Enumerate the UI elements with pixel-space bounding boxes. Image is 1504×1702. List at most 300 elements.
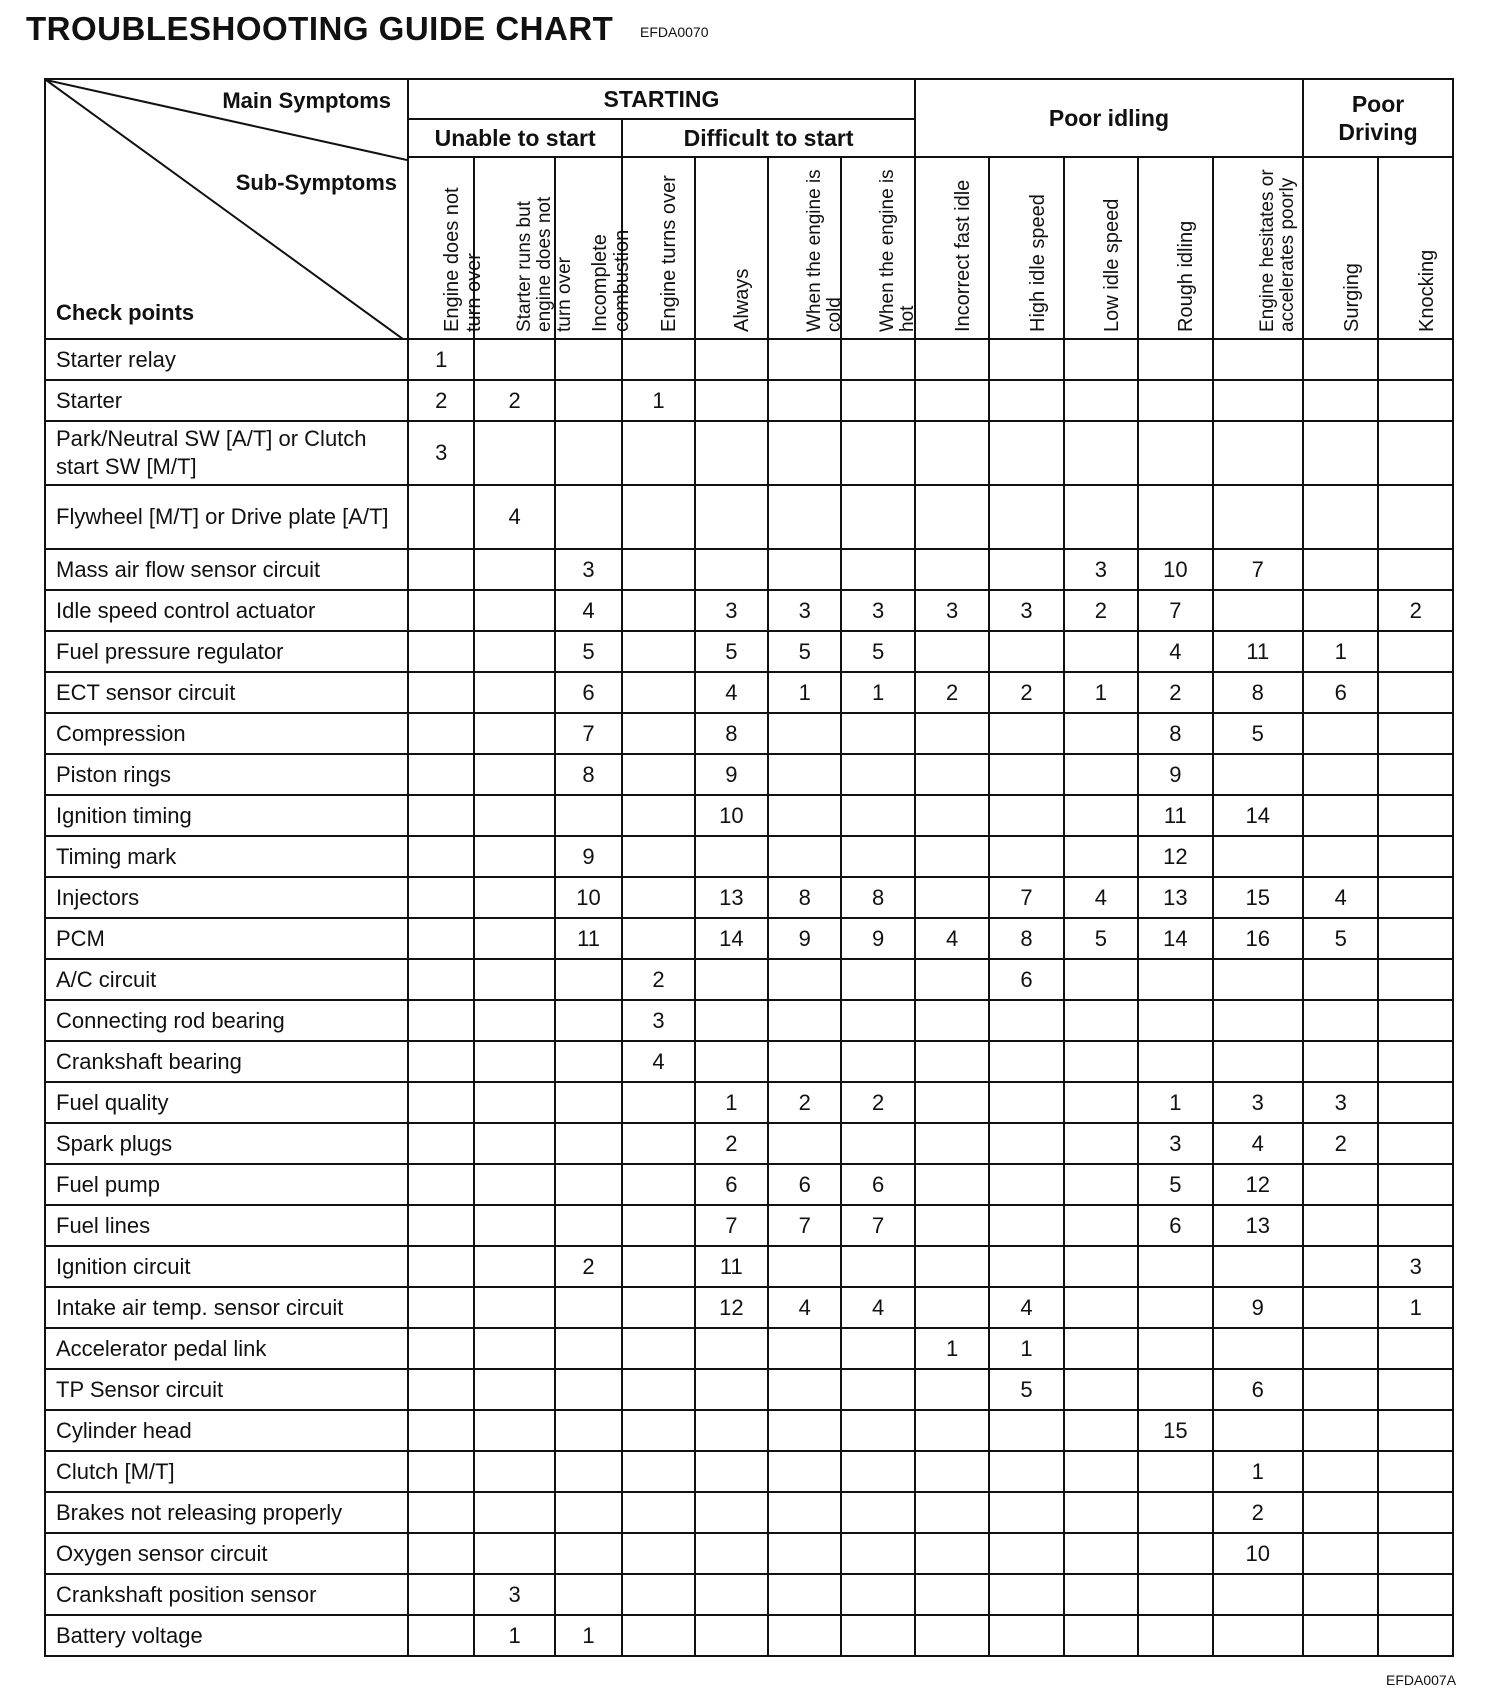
- priority-cell: [474, 1000, 554, 1041]
- check-point-label: Connecting rod bearing: [45, 1000, 408, 1041]
- priority-cell: [768, 1615, 841, 1656]
- priority-cell: [555, 339, 622, 380]
- priority-cell: [768, 1492, 841, 1533]
- priority-cell: [1213, 754, 1304, 795]
- table-row: [45, 1533, 1453, 1574]
- priority-cell: [1064, 1369, 1138, 1410]
- priority-cell: [408, 918, 474, 959]
- priority-cell: [1213, 1574, 1304, 1615]
- priority-cell: 1: [555, 1615, 622, 1656]
- priority-cell: [1064, 485, 1138, 549]
- check-point-label: Idle speed control actuator: [45, 590, 408, 631]
- priority-cell: [989, 339, 1063, 380]
- check-point-label: Piston rings: [45, 754, 408, 795]
- priority-cell: [1378, 1041, 1453, 1082]
- priority-cell: [1213, 1615, 1304, 1656]
- subgroup-difficult-to-start: Difficult to start: [622, 119, 915, 157]
- priority-cell: 14: [1138, 918, 1212, 959]
- priority-cell: [1303, 1164, 1378, 1205]
- priority-cell: [695, 1574, 768, 1615]
- priority-cell: [1064, 836, 1138, 877]
- priority-cell: [1138, 1328, 1212, 1369]
- priority-cell: [1138, 1574, 1212, 1615]
- check-point-label: PCM: [45, 918, 408, 959]
- priority-cell: [474, 1205, 554, 1246]
- priority-cell: [555, 1492, 622, 1533]
- priority-cell: 1: [1303, 631, 1378, 672]
- priority-cell: [915, 631, 989, 672]
- priority-cell: [555, 485, 622, 549]
- priority-cell: [1303, 1615, 1378, 1656]
- check-point-label: Brakes not releasing properly: [45, 1492, 408, 1533]
- check-point-label: Cylinder head: [45, 1410, 408, 1451]
- priority-cell: 7: [768, 1205, 841, 1246]
- table-row: [45, 959, 1453, 1000]
- column-header: Starter runs but engine does not turn over: [474, 157, 554, 339]
- priority-cell: [408, 1041, 474, 1082]
- priority-cell: [841, 485, 914, 549]
- column-header: When the engine is cold: [768, 157, 841, 339]
- check-point-label: Injectors: [45, 877, 408, 918]
- priority-cell: [841, 380, 914, 421]
- priority-cell: 3: [768, 590, 841, 631]
- priority-cell: [695, 1615, 768, 1656]
- check-point-label: Clutch [M/T]: [45, 1451, 408, 1492]
- priority-cell: [989, 1451, 1063, 1492]
- priority-cell: [1064, 1287, 1138, 1328]
- priority-cell: [1378, 1205, 1453, 1246]
- check-point-label: Park/Neutral SW [A/T] or Clutch start SW [M/T]: [45, 421, 408, 485]
- priority-cell: 9: [695, 754, 768, 795]
- priority-cell: [989, 1574, 1063, 1615]
- priority-cell: 13: [1213, 1205, 1304, 1246]
- priority-cell: 4: [474, 485, 554, 549]
- priority-cell: [1303, 1287, 1378, 1328]
- priority-cell: [841, 549, 914, 590]
- priority-cell: [555, 1287, 622, 1328]
- priority-cell: [989, 754, 1063, 795]
- priority-cell: [989, 1164, 1063, 1205]
- priority-cell: [1303, 1041, 1378, 1082]
- check-point-label: Fuel pump: [45, 1164, 408, 1205]
- table-row: [45, 754, 1453, 795]
- priority-cell: [1064, 1615, 1138, 1656]
- priority-cell: [1303, 549, 1378, 590]
- table-row: [45, 1246, 1453, 1287]
- priority-cell: 16: [1213, 918, 1304, 959]
- priority-cell: [408, 1574, 474, 1615]
- priority-cell: [474, 959, 554, 1000]
- priority-cell: [915, 1369, 989, 1410]
- priority-cell: [408, 877, 474, 918]
- check-point-label: Crankshaft bearing: [45, 1041, 408, 1082]
- priority-cell: [1213, 421, 1304, 485]
- priority-cell: [695, 1410, 768, 1451]
- priority-cell: [622, 1615, 694, 1656]
- priority-cell: [915, 959, 989, 1000]
- column-header: Low idle speed: [1064, 157, 1138, 339]
- priority-cell: 9: [555, 836, 622, 877]
- priority-cell: [841, 1328, 914, 1369]
- priority-cell: [1303, 713, 1378, 754]
- priority-cell: 5: [768, 631, 841, 672]
- table-row: [45, 421, 1453, 485]
- subgroup-unable-to-start: Unable to start: [408, 119, 622, 157]
- priority-cell: [408, 1000, 474, 1041]
- priority-cell: [1378, 485, 1453, 549]
- priority-cell: [408, 631, 474, 672]
- priority-cell: 4: [695, 672, 768, 713]
- priority-cell: 8: [695, 713, 768, 754]
- column-header: Knocking: [1378, 157, 1453, 339]
- priority-cell: 3: [1378, 1246, 1453, 1287]
- priority-cell: [622, 1123, 694, 1164]
- priority-cell: 8: [989, 918, 1063, 959]
- priority-cell: [1378, 672, 1453, 713]
- priority-cell: [1303, 754, 1378, 795]
- priority-cell: 1: [695, 1082, 768, 1123]
- priority-cell: 4: [768, 1287, 841, 1328]
- title-code: EFDA0070: [640, 24, 709, 40]
- priority-cell: [768, 485, 841, 549]
- priority-cell: [841, 959, 914, 1000]
- priority-cell: [1378, 1533, 1453, 1574]
- priority-cell: 13: [1138, 877, 1212, 918]
- priority-cell: [1378, 713, 1453, 754]
- priority-cell: 2: [1303, 1123, 1378, 1164]
- table-row: [45, 380, 1453, 421]
- priority-cell: [1213, 339, 1304, 380]
- priority-cell: [1303, 1205, 1378, 1246]
- priority-cell: [474, 754, 554, 795]
- priority-cell: 5: [1138, 1164, 1212, 1205]
- priority-cell: 5: [841, 631, 914, 672]
- priority-cell: 8: [555, 754, 622, 795]
- priority-cell: [695, 836, 768, 877]
- priority-cell: 4: [841, 1287, 914, 1328]
- priority-cell: [989, 421, 1063, 485]
- priority-cell: [622, 1492, 694, 1533]
- priority-cell: [915, 713, 989, 754]
- table-row: [45, 1615, 1453, 1656]
- priority-cell: 5: [1213, 713, 1304, 754]
- priority-cell: [622, 672, 694, 713]
- priority-cell: [841, 1369, 914, 1410]
- priority-cell: 6: [841, 1164, 914, 1205]
- priority-cell: 5: [1064, 918, 1138, 959]
- priority-cell: 2: [1378, 590, 1453, 631]
- priority-cell: 6: [1213, 1369, 1304, 1410]
- table-row: [45, 631, 1453, 672]
- priority-cell: 4: [555, 590, 622, 631]
- priority-cell: [841, 1123, 914, 1164]
- priority-cell: [1303, 1410, 1378, 1451]
- check-point-label: Starter: [45, 380, 408, 421]
- priority-cell: [1138, 1615, 1212, 1656]
- priority-cell: 1: [1213, 1451, 1304, 1492]
- priority-cell: [915, 1287, 989, 1328]
- priority-cell: [1138, 1451, 1212, 1492]
- priority-cell: 7: [841, 1205, 914, 1246]
- priority-cell: [622, 1369, 694, 1410]
- priority-cell: 6: [1303, 672, 1378, 713]
- priority-cell: [555, 1533, 622, 1574]
- priority-cell: [1064, 1492, 1138, 1533]
- priority-cell: 3: [841, 590, 914, 631]
- priority-cell: 9: [1138, 754, 1212, 795]
- priority-cell: 8: [1213, 672, 1304, 713]
- priority-cell: [915, 1164, 989, 1205]
- table-row: [45, 713, 1453, 754]
- priority-cell: 14: [1213, 795, 1304, 836]
- priority-cell: 4: [1064, 877, 1138, 918]
- priority-cell: [915, 1451, 989, 1492]
- priority-cell: [555, 1041, 622, 1082]
- priority-cell: [622, 1451, 694, 1492]
- priority-cell: [1378, 380, 1453, 421]
- priority-cell: [408, 1205, 474, 1246]
- priority-cell: [768, 836, 841, 877]
- corner-header: [45, 79, 408, 339]
- priority-cell: [555, 421, 622, 485]
- priority-cell: [1213, 485, 1304, 549]
- priority-cell: [915, 1246, 989, 1287]
- priority-cell: 3: [408, 421, 474, 485]
- priority-cell: 2: [622, 959, 694, 1000]
- column-header: Engine hesitates or accelerates poorly: [1213, 157, 1304, 339]
- priority-cell: [915, 1574, 989, 1615]
- priority-cell: [622, 1574, 694, 1615]
- priority-cell: [408, 1246, 474, 1287]
- table-row: [45, 1328, 1453, 1369]
- priority-cell: 6: [768, 1164, 841, 1205]
- priority-cell: 2: [695, 1123, 768, 1164]
- priority-cell: 3: [622, 1000, 694, 1041]
- priority-cell: 1: [474, 1615, 554, 1656]
- priority-cell: [1064, 421, 1138, 485]
- priority-cell: [1064, 380, 1138, 421]
- priority-cell: [1138, 1287, 1212, 1328]
- priority-cell: 1: [1064, 672, 1138, 713]
- priority-cell: 4: [989, 1287, 1063, 1328]
- troubleshooting-chart: [44, 78, 1454, 1653]
- priority-cell: [1378, 877, 1453, 918]
- table-row: [45, 1205, 1453, 1246]
- check-point-label: Mass air flow sensor circuit: [45, 549, 408, 590]
- priority-cell: [1378, 959, 1453, 1000]
- priority-cell: 4: [915, 918, 989, 959]
- priority-cell: [1378, 1328, 1453, 1369]
- priority-cell: [989, 1615, 1063, 1656]
- priority-cell: [989, 1492, 1063, 1533]
- table-row: [45, 836, 1453, 877]
- priority-cell: [622, 713, 694, 754]
- chart-table: [44, 78, 1454, 1657]
- priority-cell: [622, 918, 694, 959]
- priority-cell: [1303, 1246, 1378, 1287]
- priority-cell: [1138, 1041, 1212, 1082]
- table-row: [45, 1410, 1453, 1451]
- priority-cell: 7: [1213, 549, 1304, 590]
- priority-cell: [1378, 1123, 1453, 1164]
- column-header: Incorrect fast idle: [915, 157, 989, 339]
- priority-cell: [622, 590, 694, 631]
- priority-cell: [1064, 1082, 1138, 1123]
- priority-cell: [1378, 918, 1453, 959]
- priority-cell: [1064, 1041, 1138, 1082]
- priority-cell: [474, 549, 554, 590]
- priority-cell: [841, 836, 914, 877]
- priority-cell: 3: [1303, 1082, 1378, 1123]
- priority-cell: [1138, 959, 1212, 1000]
- priority-cell: [768, 1041, 841, 1082]
- priority-cell: [474, 1451, 554, 1492]
- priority-cell: [408, 836, 474, 877]
- priority-cell: [1064, 1164, 1138, 1205]
- priority-cell: [408, 549, 474, 590]
- priority-cell: [622, 836, 694, 877]
- table-row: [45, 485, 1453, 549]
- group-starting: STARTING: [408, 79, 915, 119]
- priority-cell: [915, 380, 989, 421]
- priority-cell: [408, 795, 474, 836]
- priority-cell: 1: [622, 380, 694, 421]
- priority-cell: [695, 380, 768, 421]
- priority-cell: [622, 795, 694, 836]
- priority-cell: [474, 631, 554, 672]
- priority-cell: [841, 795, 914, 836]
- priority-cell: [695, 339, 768, 380]
- priority-cell: [915, 1082, 989, 1123]
- priority-cell: [1378, 795, 1453, 836]
- priority-cell: [555, 380, 622, 421]
- priority-cell: [555, 1123, 622, 1164]
- sub-symptoms-label: Sub-Symptoms: [235, 170, 398, 195]
- table-row: [45, 549, 1453, 590]
- priority-cell: 1: [1138, 1082, 1212, 1123]
- priority-cell: 8: [768, 877, 841, 918]
- check-point-label: Spark plugs: [45, 1123, 408, 1164]
- priority-cell: 12: [1138, 836, 1212, 877]
- priority-cell: [408, 959, 474, 1000]
- check-point-label: Fuel pressure regulator: [45, 631, 408, 672]
- priority-cell: 1: [841, 672, 914, 713]
- priority-cell: [555, 1574, 622, 1615]
- priority-cell: [408, 1451, 474, 1492]
- priority-cell: [695, 1041, 768, 1082]
- check-point-label: Accelerator pedal link: [45, 1328, 408, 1369]
- priority-cell: [622, 631, 694, 672]
- priority-cell: [768, 1123, 841, 1164]
- priority-cell: [1213, 590, 1304, 631]
- priority-cell: [989, 380, 1063, 421]
- priority-cell: [1064, 1000, 1138, 1041]
- priority-cell: 1: [915, 1328, 989, 1369]
- priority-cell: [1303, 959, 1378, 1000]
- priority-cell: 10: [1138, 549, 1212, 590]
- priority-cell: [474, 1328, 554, 1369]
- priority-cell: [474, 1164, 554, 1205]
- priority-cell: [474, 1369, 554, 1410]
- priority-cell: 2: [1213, 1492, 1304, 1533]
- priority-cell: 9: [768, 918, 841, 959]
- priority-cell: [695, 1533, 768, 1574]
- priority-cell: [1378, 1492, 1453, 1533]
- table-row: [45, 1082, 1453, 1123]
- priority-cell: [622, 1164, 694, 1205]
- priority-cell: [555, 1369, 622, 1410]
- priority-cell: [695, 959, 768, 1000]
- priority-cell: [622, 1205, 694, 1246]
- priority-cell: [915, 1000, 989, 1041]
- priority-cell: [768, 549, 841, 590]
- priority-cell: [474, 339, 554, 380]
- priority-cell: [1378, 339, 1453, 380]
- priority-cell: [1213, 1041, 1304, 1082]
- priority-cell: [695, 1369, 768, 1410]
- priority-cell: [474, 918, 554, 959]
- priority-cell: 6: [1138, 1205, 1212, 1246]
- priority-cell: [768, 1246, 841, 1287]
- figure-code: EFDA007A: [1386, 1672, 1457, 1688]
- priority-cell: [989, 1082, 1063, 1123]
- check-point-label: Ignition timing: [45, 795, 408, 836]
- priority-cell: [768, 1410, 841, 1451]
- column-header: Engine turns over: [622, 157, 694, 339]
- priority-cell: [989, 1246, 1063, 1287]
- priority-cell: [915, 1615, 989, 1656]
- priority-cell: [1378, 1164, 1453, 1205]
- check-point-label: Starter relay: [45, 339, 408, 380]
- priority-cell: 11: [695, 1246, 768, 1287]
- priority-cell: [841, 1000, 914, 1041]
- priority-cell: [841, 421, 914, 485]
- priority-cell: [915, 421, 989, 485]
- priority-cell: [768, 339, 841, 380]
- priority-cell: [408, 754, 474, 795]
- priority-cell: [474, 877, 554, 918]
- priority-cell: [555, 959, 622, 1000]
- priority-cell: [622, 1287, 694, 1328]
- priority-cell: [555, 1082, 622, 1123]
- priority-cell: 6: [695, 1164, 768, 1205]
- priority-cell: [622, 1533, 694, 1574]
- check-point-label: ECT sensor circuit: [45, 672, 408, 713]
- priority-cell: [1064, 795, 1138, 836]
- check-points-label: Check points: [56, 300, 195, 325]
- priority-cell: [768, 959, 841, 1000]
- main-symptoms-label: Main Symptoms: [222, 88, 392, 113]
- priority-cell: 4: [1138, 631, 1212, 672]
- priority-cell: [841, 1574, 914, 1615]
- priority-cell: 2: [1138, 672, 1212, 713]
- priority-cell: [768, 795, 841, 836]
- check-point-label: Oxygen sensor circuit: [45, 1533, 408, 1574]
- priority-cell: [1303, 1000, 1378, 1041]
- column-header: Engine does not turn over: [408, 157, 474, 339]
- table-row: [45, 1000, 1453, 1041]
- group-poor-driving: [1303, 79, 1453, 157]
- priority-cell: [474, 795, 554, 836]
- priority-cell: [695, 485, 768, 549]
- priority-cell: [622, 1410, 694, 1451]
- priority-cell: [1213, 1246, 1304, 1287]
- priority-cell: [1303, 485, 1378, 549]
- priority-cell: 5: [555, 631, 622, 672]
- priority-cell: 1: [408, 339, 474, 380]
- priority-cell: [768, 1451, 841, 1492]
- priority-cell: [915, 836, 989, 877]
